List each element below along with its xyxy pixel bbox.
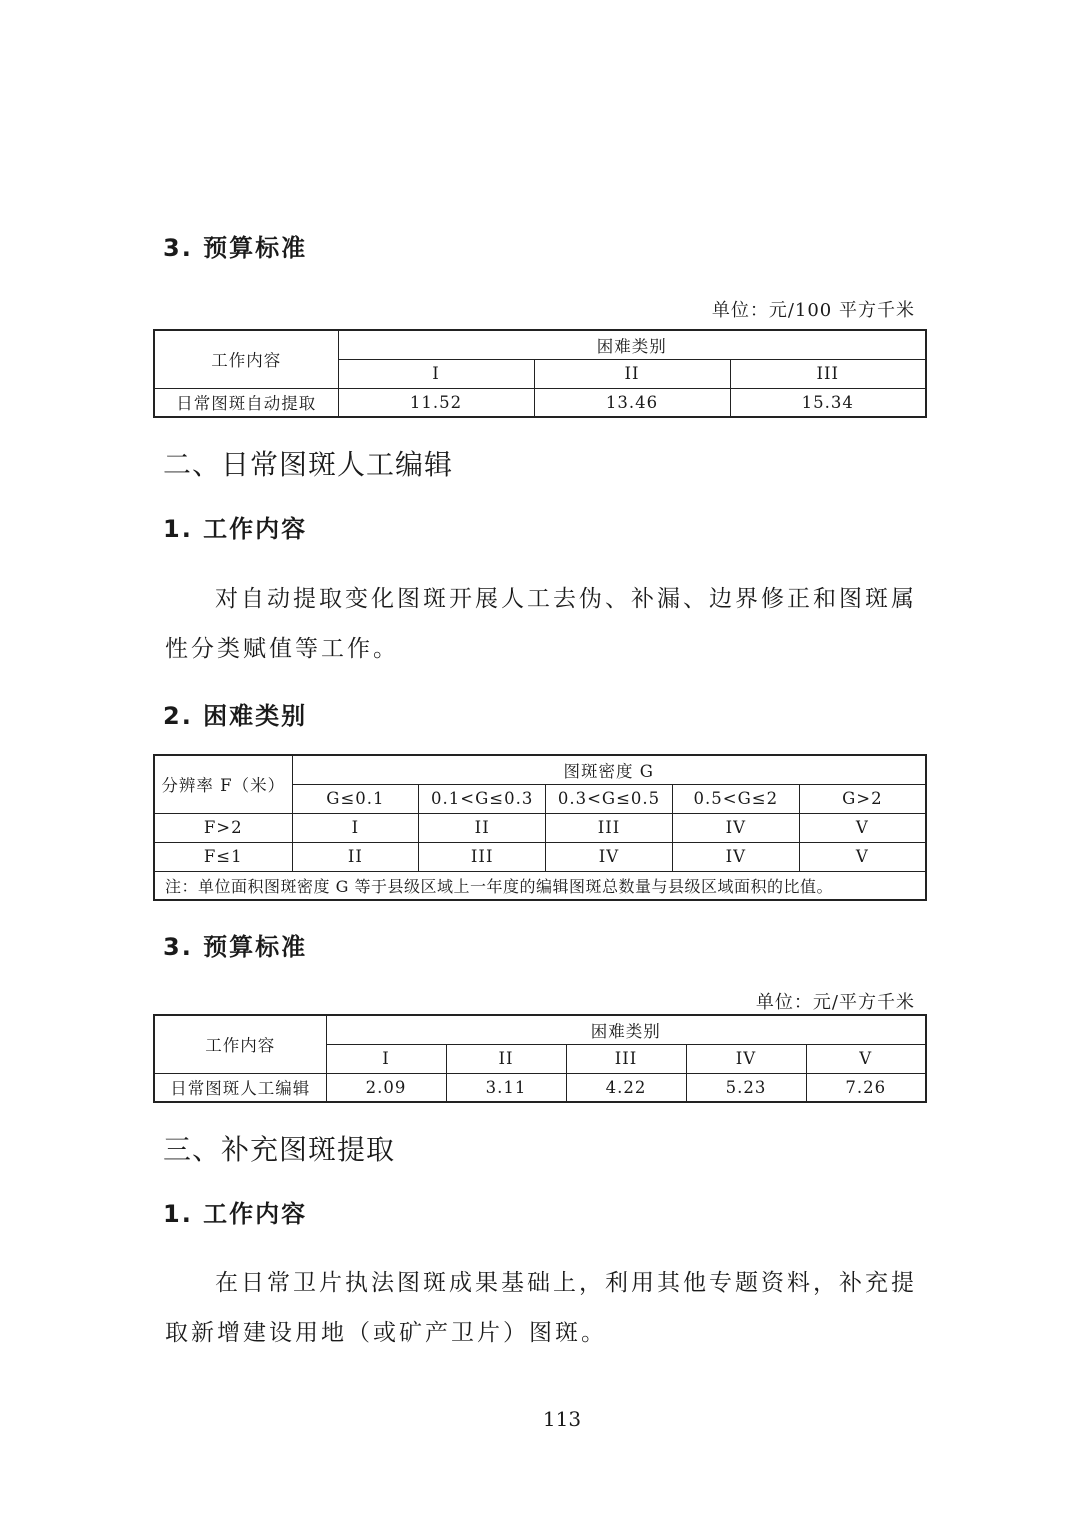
- difficulty-heading: 2. 困难类别: [163, 702, 308, 730]
- table-cell: IV: [672, 842, 799, 871]
- budget-heading: 3. 预算标准: [163, 234, 308, 262]
- column-header: 0.1<G≤0.3: [419, 784, 546, 813]
- column-header: II: [446, 1044, 566, 1073]
- row-label: 日常图斑人工编辑: [154, 1073, 326, 1102]
- section-title: 三、补充图斑提取: [163, 1133, 396, 1166]
- table-cell: 4.22: [566, 1073, 686, 1102]
- work-heading: 1. 工作内容: [163, 515, 308, 543]
- table-header: 工作内容: [154, 1015, 326, 1073]
- table-cell: 11.52: [338, 388, 534, 417]
- column-header: III: [730, 359, 926, 388]
- table-row: [154, 388, 926, 417]
- column-header: G≤0.1: [292, 784, 419, 813]
- table-cell: IV: [672, 813, 799, 842]
- table-cell: 2.09: [326, 1073, 446, 1102]
- table-group-header: 困难类别: [338, 330, 926, 359]
- table-cell: III: [419, 842, 546, 871]
- table-note: 注：单位面积图斑密度 G 等于县级区域上一年度的编辑图斑总数量与县级区域面积的比值。: [154, 871, 926, 900]
- table-cell: 3.11: [446, 1073, 566, 1102]
- unit-label: 单位：元/平方千米: [755, 992, 915, 1013]
- column-header: IV: [686, 1044, 806, 1073]
- column-header: I: [326, 1044, 446, 1073]
- table-cell: II: [419, 813, 546, 842]
- table-group-header: 困难类别: [326, 1015, 926, 1044]
- table-cell: V: [799, 813, 926, 842]
- budget-table-1: [153, 329, 927, 418]
- page-number: 113: [542, 1407, 582, 1431]
- column-header: II: [534, 359, 730, 388]
- difficulty-table: [153, 754, 927, 901]
- table-header: 分辨率 F（米）: [154, 755, 292, 813]
- column-header: I: [338, 359, 534, 388]
- budget-heading: 3. 预算标准: [163, 933, 308, 961]
- table-group-header: 图斑密度 G: [292, 755, 926, 784]
- table-cell: II: [292, 842, 419, 871]
- table-row: [154, 813, 926, 842]
- column-header: G>2: [799, 784, 926, 813]
- work-paragraph: 对自动提取变化图斑开展人工去伪、补漏、边界修正和图斑属性分类赋值等工作。: [165, 586, 917, 662]
- column-header: V: [806, 1044, 926, 1073]
- table-cell: V: [799, 842, 926, 871]
- row-label: F>2: [154, 813, 292, 842]
- table-cell: 7.26: [806, 1073, 926, 1102]
- table-row: [154, 1073, 926, 1102]
- row-label: 日常图斑自动提取: [154, 388, 338, 417]
- table-cell: 15.34: [730, 388, 926, 417]
- budget-table-2: [153, 1014, 927, 1103]
- table-row: [154, 842, 926, 871]
- table-cell: III: [546, 813, 673, 842]
- table-cell: 13.46: [534, 388, 730, 417]
- column-header: III: [566, 1044, 686, 1073]
- section-title: 二、日常图斑人工编辑: [163, 448, 454, 481]
- table-cell: I: [292, 813, 419, 842]
- column-header: 0.3<G≤0.5: [546, 784, 673, 813]
- unit-label: 单位：元/100 平方千米: [711, 300, 915, 321]
- work-heading: 1. 工作内容: [163, 1200, 308, 1228]
- table-cell: 5.23: [686, 1073, 806, 1102]
- column-header: 0.5<G≤2: [672, 784, 799, 813]
- row-label: F≤1: [154, 842, 292, 871]
- table-cell: IV: [546, 842, 673, 871]
- table-header: 工作内容: [154, 330, 338, 388]
- work-paragraph: 在日常卫片执法图斑成果基础上，利用其他专题资料，补充提取新增建设用地（或矿产卫片）图斑。: [165, 1270, 917, 1346]
